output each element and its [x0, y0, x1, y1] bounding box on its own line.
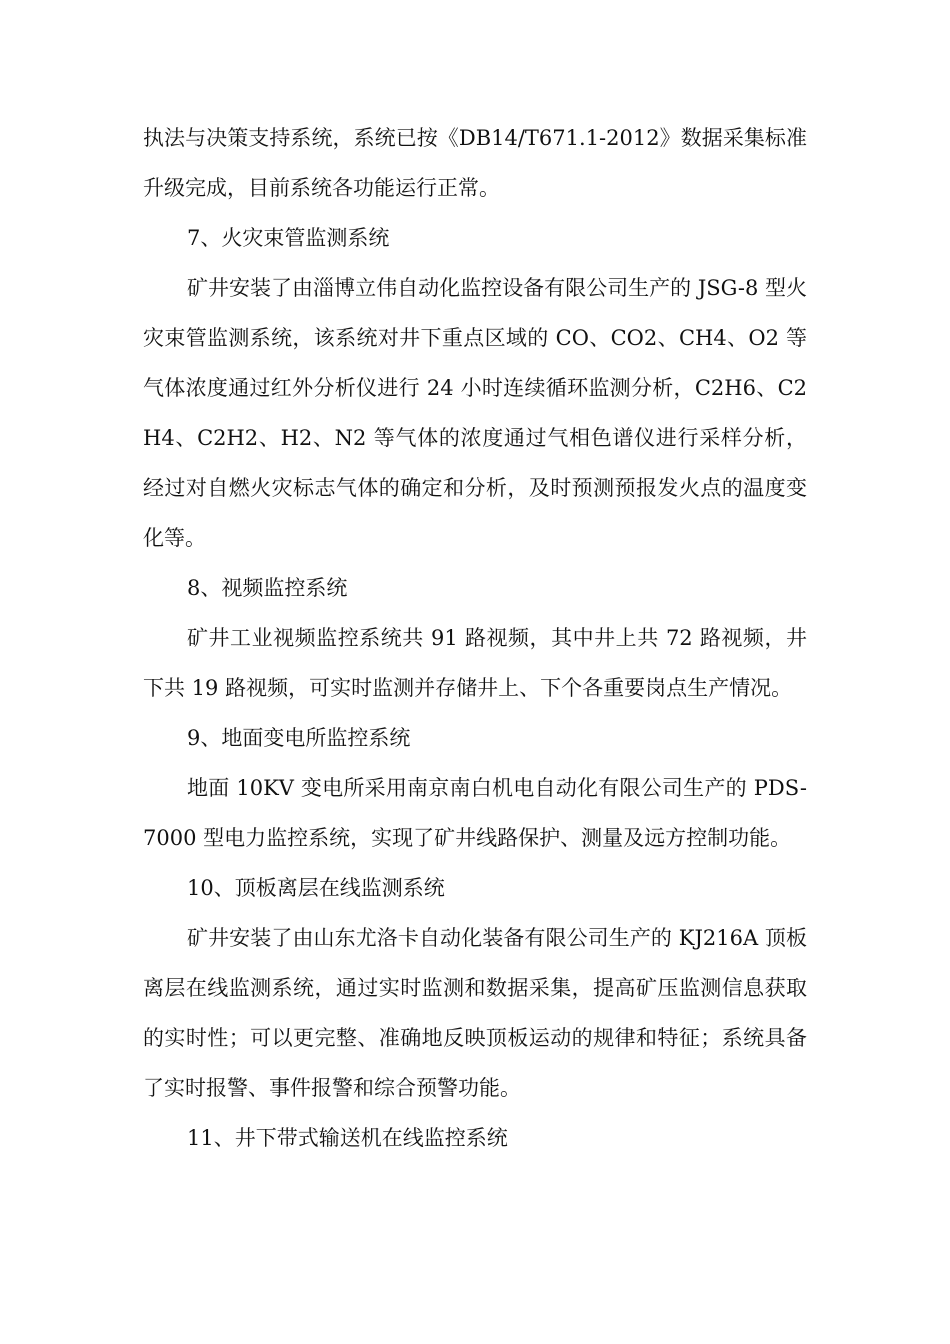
document-page: [143, 113, 807, 1163]
paragraph-substation-monitoring: 地面 10KV 变电所采用南京南白机电自动化有限公司生产的 PDS-7000 型电力监控系统，实现了矿井线路保护、测量及远方控制功能。: [143, 776, 807, 850]
section-heading-11: 11、井下带式输送机在线监控系统: [187, 1126, 508, 1150]
section-heading-8: 8、视频监控系统: [187, 576, 348, 600]
paragraph-continuation: 执法与决策支持系统，系统已按《DB14/T671.1-2012》数据采集标准升级完成，目前系统各功能运行正常。: [143, 126, 807, 200]
section-heading-7: 7、火灾束管监测系统: [187, 226, 390, 250]
paragraph-roof-separation-monitoring: 矿井安装了由山东尤洛卡自动化装备有限公司生产的 KJ216A 顶板离层在线监测系统，通过实时监测和数据采集，提高矿压监测信息获取的实时性；可以更完整、准确地反映顶板运动的规律和特征；系统具备了实时报警、事件报警和综合预警功能。: [143, 926, 807, 1100]
paragraph-fire-tube-monitoring: 矿井安装了由淄博立伟自动化监控设备有限公司生产的 JSG-8 型火灾束管监测系统，该系统对井下重点区域的 CO、CO2、CH4、O2 等气体浓度通过红外分析仪进行 24 小时连续循环监测分析，C2H6、C2H4、C2H2、H2、N2 等气体的浓度通过气相色谱仪进行采样分析，经过对自燃火灾标志气体的确定和分析，及时预测预报发火点的温度变化等。: [143, 276, 807, 550]
section-heading-10: 10、顶板离层在线监测系统: [187, 876, 445, 900]
paragraph-video-monitoring: 矿井工业视频监控系统共 91 路视频，其中井上共 72 路视频，井下共 19 路视频，可实时监测并存储井上、下个各重要岗点生产情况。: [143, 626, 807, 700]
section-heading-9: 9、地面变电所监控系统: [187, 726, 411, 750]
